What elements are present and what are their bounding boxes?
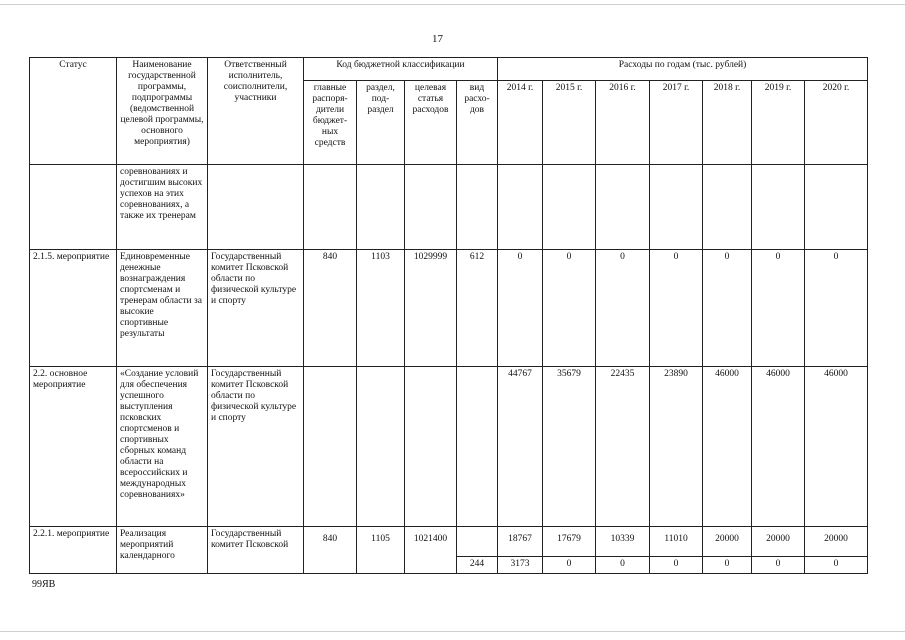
row-value: 0 [752,250,805,367]
row-target: 1021400 [405,527,457,574]
row-value: 3173 [498,557,543,574]
row-value [752,165,805,250]
row-type [457,367,498,527]
row-value: 20000 [752,527,805,557]
row-value: 46000 [752,367,805,527]
row-value: 0 [543,250,596,367]
header-status: Статус [30,58,117,165]
row-value: 23890 [650,367,703,527]
header-year: 2018 г. [703,81,752,165]
row-name: соревнованиях и достигшим высоких успехов на этих соревнованиях, а также их тренерам [117,165,208,250]
row-value: 0 [805,250,868,367]
header-year: 2020 г. [805,81,868,165]
header-budget-code: Код бюджетной классификации [304,58,498,81]
row-value: 17679 [543,527,596,557]
row-value: 44767 [498,367,543,527]
header-name: Наименование государственной программы, подпрограммы (ведомственной целевой программы, основного мероприятия) [117,58,208,165]
row-value: 0 [703,557,752,574]
row-value: 0 [650,557,703,574]
row-value [596,165,650,250]
row-value: 0 [703,250,752,367]
row-value: 0 [805,557,868,574]
row-value: 0 [752,557,805,574]
table-row [30,367,868,527]
row-executor [208,165,304,250]
table-row [30,527,868,557]
header-row-1 [30,58,868,81]
row-value: 20000 [805,527,868,557]
header-target: целевая статья расходов [405,81,457,165]
row-executor: Государственный комитет Псковской области по физической культуре и спорту [208,250,304,367]
row-type: 244 [457,557,498,574]
row-value: 18767 [498,527,543,557]
header-executor: Ответственный исполнитель, соисполнители, участники [208,58,304,165]
row-value: 46000 [805,367,868,527]
row-section: 1105 [357,527,405,574]
row-section [357,367,405,527]
row-type [457,165,498,250]
row-name: Реализация мероприятий календарного [117,527,208,574]
row-grbs: 840 [304,250,357,367]
row-grbs [304,165,357,250]
row-section: 1103 [357,250,405,367]
row-value: 0 [650,250,703,367]
header-section: раздел, под-раздел [357,81,405,165]
row-value: 35679 [543,367,596,527]
header-year: 2014 г. [498,81,543,165]
row-value: 0 [543,557,596,574]
header-year: 2015 г. [543,81,596,165]
row-grbs: 840 [304,527,357,574]
row-value [650,165,703,250]
header-grbs: главные распоря-дители бюджет-ных средств [304,81,357,165]
page-number: 17 [432,33,443,45]
row-section [357,165,405,250]
row-value [543,165,596,250]
row-value: 10339 [596,527,650,557]
row-value: 0 [596,250,650,367]
row-name: Единовременные денежные вознаграждения спортсменам и тренерам области за высокие спортивные результаты [117,250,208,367]
table-row [30,165,868,250]
row-status: 2.1.5. мероприятие [30,250,117,367]
row-status [30,165,117,250]
row-value: 11010 [650,527,703,557]
row-value [805,165,868,250]
row-value: 22435 [596,367,650,527]
row-value: 0 [498,250,543,367]
row-value [498,165,543,250]
row-target: 1029999 [405,250,457,367]
row-value: 0 [596,557,650,574]
header-year: 2016 г. [596,81,650,165]
row-type [457,527,498,557]
row-executor: Государственный комитет Псковской [208,527,304,574]
row-target [405,165,457,250]
row-value: 20000 [703,527,752,557]
row-target [405,367,457,527]
row-grbs [304,367,357,527]
row-status: 2.2. основное мероприятие [30,367,117,527]
table-row [30,250,868,367]
header-year: 2019 г. [752,81,805,165]
budget-table [29,57,868,574]
footer-code: 99ЯВ [32,579,56,590]
row-value [703,165,752,250]
row-name: «Создание условий для обеспечения успешного выступления псковских спортсменов и спортивных сборных команд области на всероссийских и международных соревнованиях» [117,367,208,527]
row-status: 2.2.1. мероприятие [30,527,117,574]
header-expenses: Расходы по годам (тыс. рублей) [498,58,868,81]
header-type: вид расхо-дов [457,81,498,165]
row-executor: Государственный комитет Псковской области по физической культуре и спорту [208,367,304,527]
header-year: 2017 г. [650,81,703,165]
row-type: 612 [457,250,498,367]
row-value: 46000 [703,367,752,527]
